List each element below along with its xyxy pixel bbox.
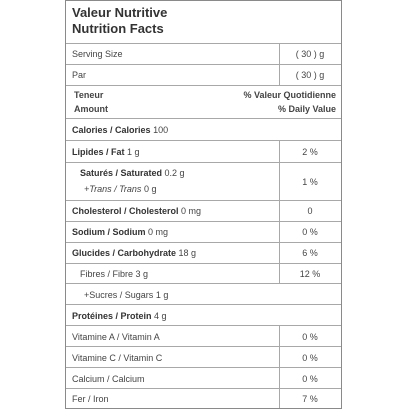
calories-label: Calories / Calories 100 (72, 125, 169, 135)
carbohydrate-row (66, 242, 341, 263)
title-english: Nutrition Facts (72, 21, 164, 36)
vitamin-a-label: Vitamine A / Vitamin A (72, 332, 160, 342)
serving-size-row (66, 43, 341, 64)
column-header-row (66, 85, 341, 118)
saturated-label: Saturés / Saturated 0.2 g (80, 168, 185, 178)
vitamin-c-daily-value: 0 % (302, 353, 318, 363)
carbohydrate-label: Glucides / Carbohydrate 18 g (72, 248, 197, 258)
daily-value-header-fr: % Valeur Quotidienne (243, 90, 336, 100)
fat-row (66, 140, 341, 162)
title-french: Valeur Nutritive (72, 5, 168, 20)
iron-label: Fer / Iron (72, 394, 109, 404)
nutrition-title (66, 1, 341, 43)
vitamin-a-daily-value: 0 % (302, 332, 318, 342)
fat-label: Lipides / Fat 1 g (72, 147, 140, 157)
calcium-label: Calcium / Calcium (72, 374, 145, 384)
fibre-daily-value: 12 % (299, 269, 321, 279)
iron-row (66, 388, 341, 408)
vitamin-c-label: Vitamine C / Vitamin C (72, 353, 163, 363)
sodium-daily-value: 0 % (302, 227, 318, 237)
sugars-label: +Sucres / Sugars 1 g (84, 290, 169, 300)
calcium-daily-value: 0 % (302, 374, 318, 384)
fibre-label: Fibres / Fibre 3 g (80, 269, 149, 279)
protein-label: Protéines / Protein 4 g (72, 311, 167, 321)
cholesterol-row (66, 200, 341, 221)
sugars-row (66, 283, 341, 304)
amount-header-en: Amount (74, 104, 108, 114)
sodium-row (66, 221, 341, 242)
per-label: Par (72, 70, 87, 80)
iron-daily-value: 7 % (302, 394, 318, 404)
fibre-row (66, 263, 341, 283)
saturated-trans-row (66, 162, 341, 200)
per-row (66, 64, 341, 85)
nutrition-facts-panel (65, 0, 342, 409)
saturated-daily-value: 1 % (302, 177, 318, 187)
daily-value-header-en: % Daily Value (277, 104, 336, 114)
sodium-label: Sodium / Sodium 0 mg (72, 227, 169, 237)
protein-row (66, 304, 341, 325)
calcium-row (66, 367, 341, 388)
vitamin-c-row (66, 346, 341, 367)
serving-size-label: Serving Size (72, 49, 123, 59)
carbohydrate-daily-value: 6 % (302, 248, 318, 258)
trans-label: +Trans / Trans 0 g (84, 184, 157, 194)
fat-daily-value: 2 % (302, 147, 318, 157)
cholesterol-daily-value: 0 (307, 206, 313, 216)
per-value: ( 30 ) g (295, 70, 325, 80)
amount-header-fr: Teneur (74, 90, 104, 100)
calories-row (66, 118, 341, 140)
serving-size-value: ( 30 ) g (295, 49, 325, 59)
vitamin-a-row (66, 325, 341, 346)
cholesterol-label: Cholesterol / Cholesterol 0 mg (72, 206, 202, 216)
